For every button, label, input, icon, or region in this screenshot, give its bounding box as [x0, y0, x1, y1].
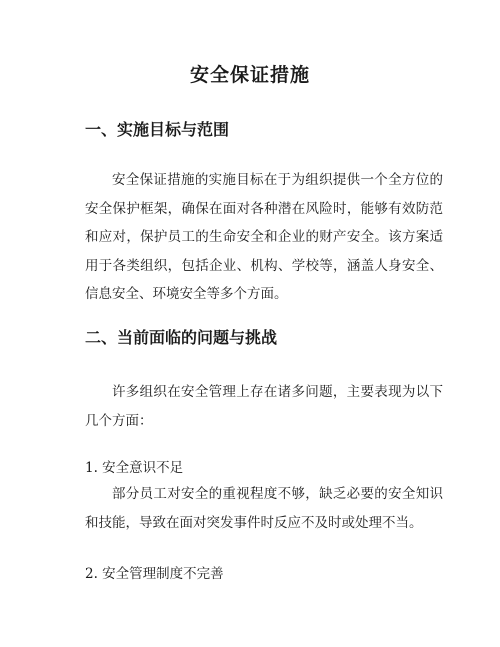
subsection-heading-management-system: 2. 安全管理制度不完善	[85, 566, 224, 582]
section-goals-scope-paragraph: 安全保证措施的实施目标在于为组织提供一个全方位的安全保护框架，确保在面对各种潜在风险时，能够有效防范和应对，保护员工的生命安全和企业的财产安全。该方案适用于各类组织，包括企业、机构、学校等，涵盖人身安全、信息安全、环境安全等多个方面。	[85, 172, 443, 302]
section-heading-goals-scope: 一、实施目标与范围	[85, 120, 230, 139]
subsection-awareness-paragraph: 部分员工对安全的重视程度不够，缺乏必要的安全知识和技能，导致在面对突发事件时反应不及时或处理不当。	[85, 486, 443, 531]
subsection-heading-awareness: 1. 安全意识不足	[85, 460, 184, 476]
document-title: 安全保证措施	[189, 64, 310, 86]
section-heading-problems-challenges: 二、当前面临的问题与挑战	[85, 328, 278, 347]
section-problems-intro-paragraph: 许多组织在安全管理上存在诸多问题，主要表现为以下几个方面：	[85, 384, 443, 429]
